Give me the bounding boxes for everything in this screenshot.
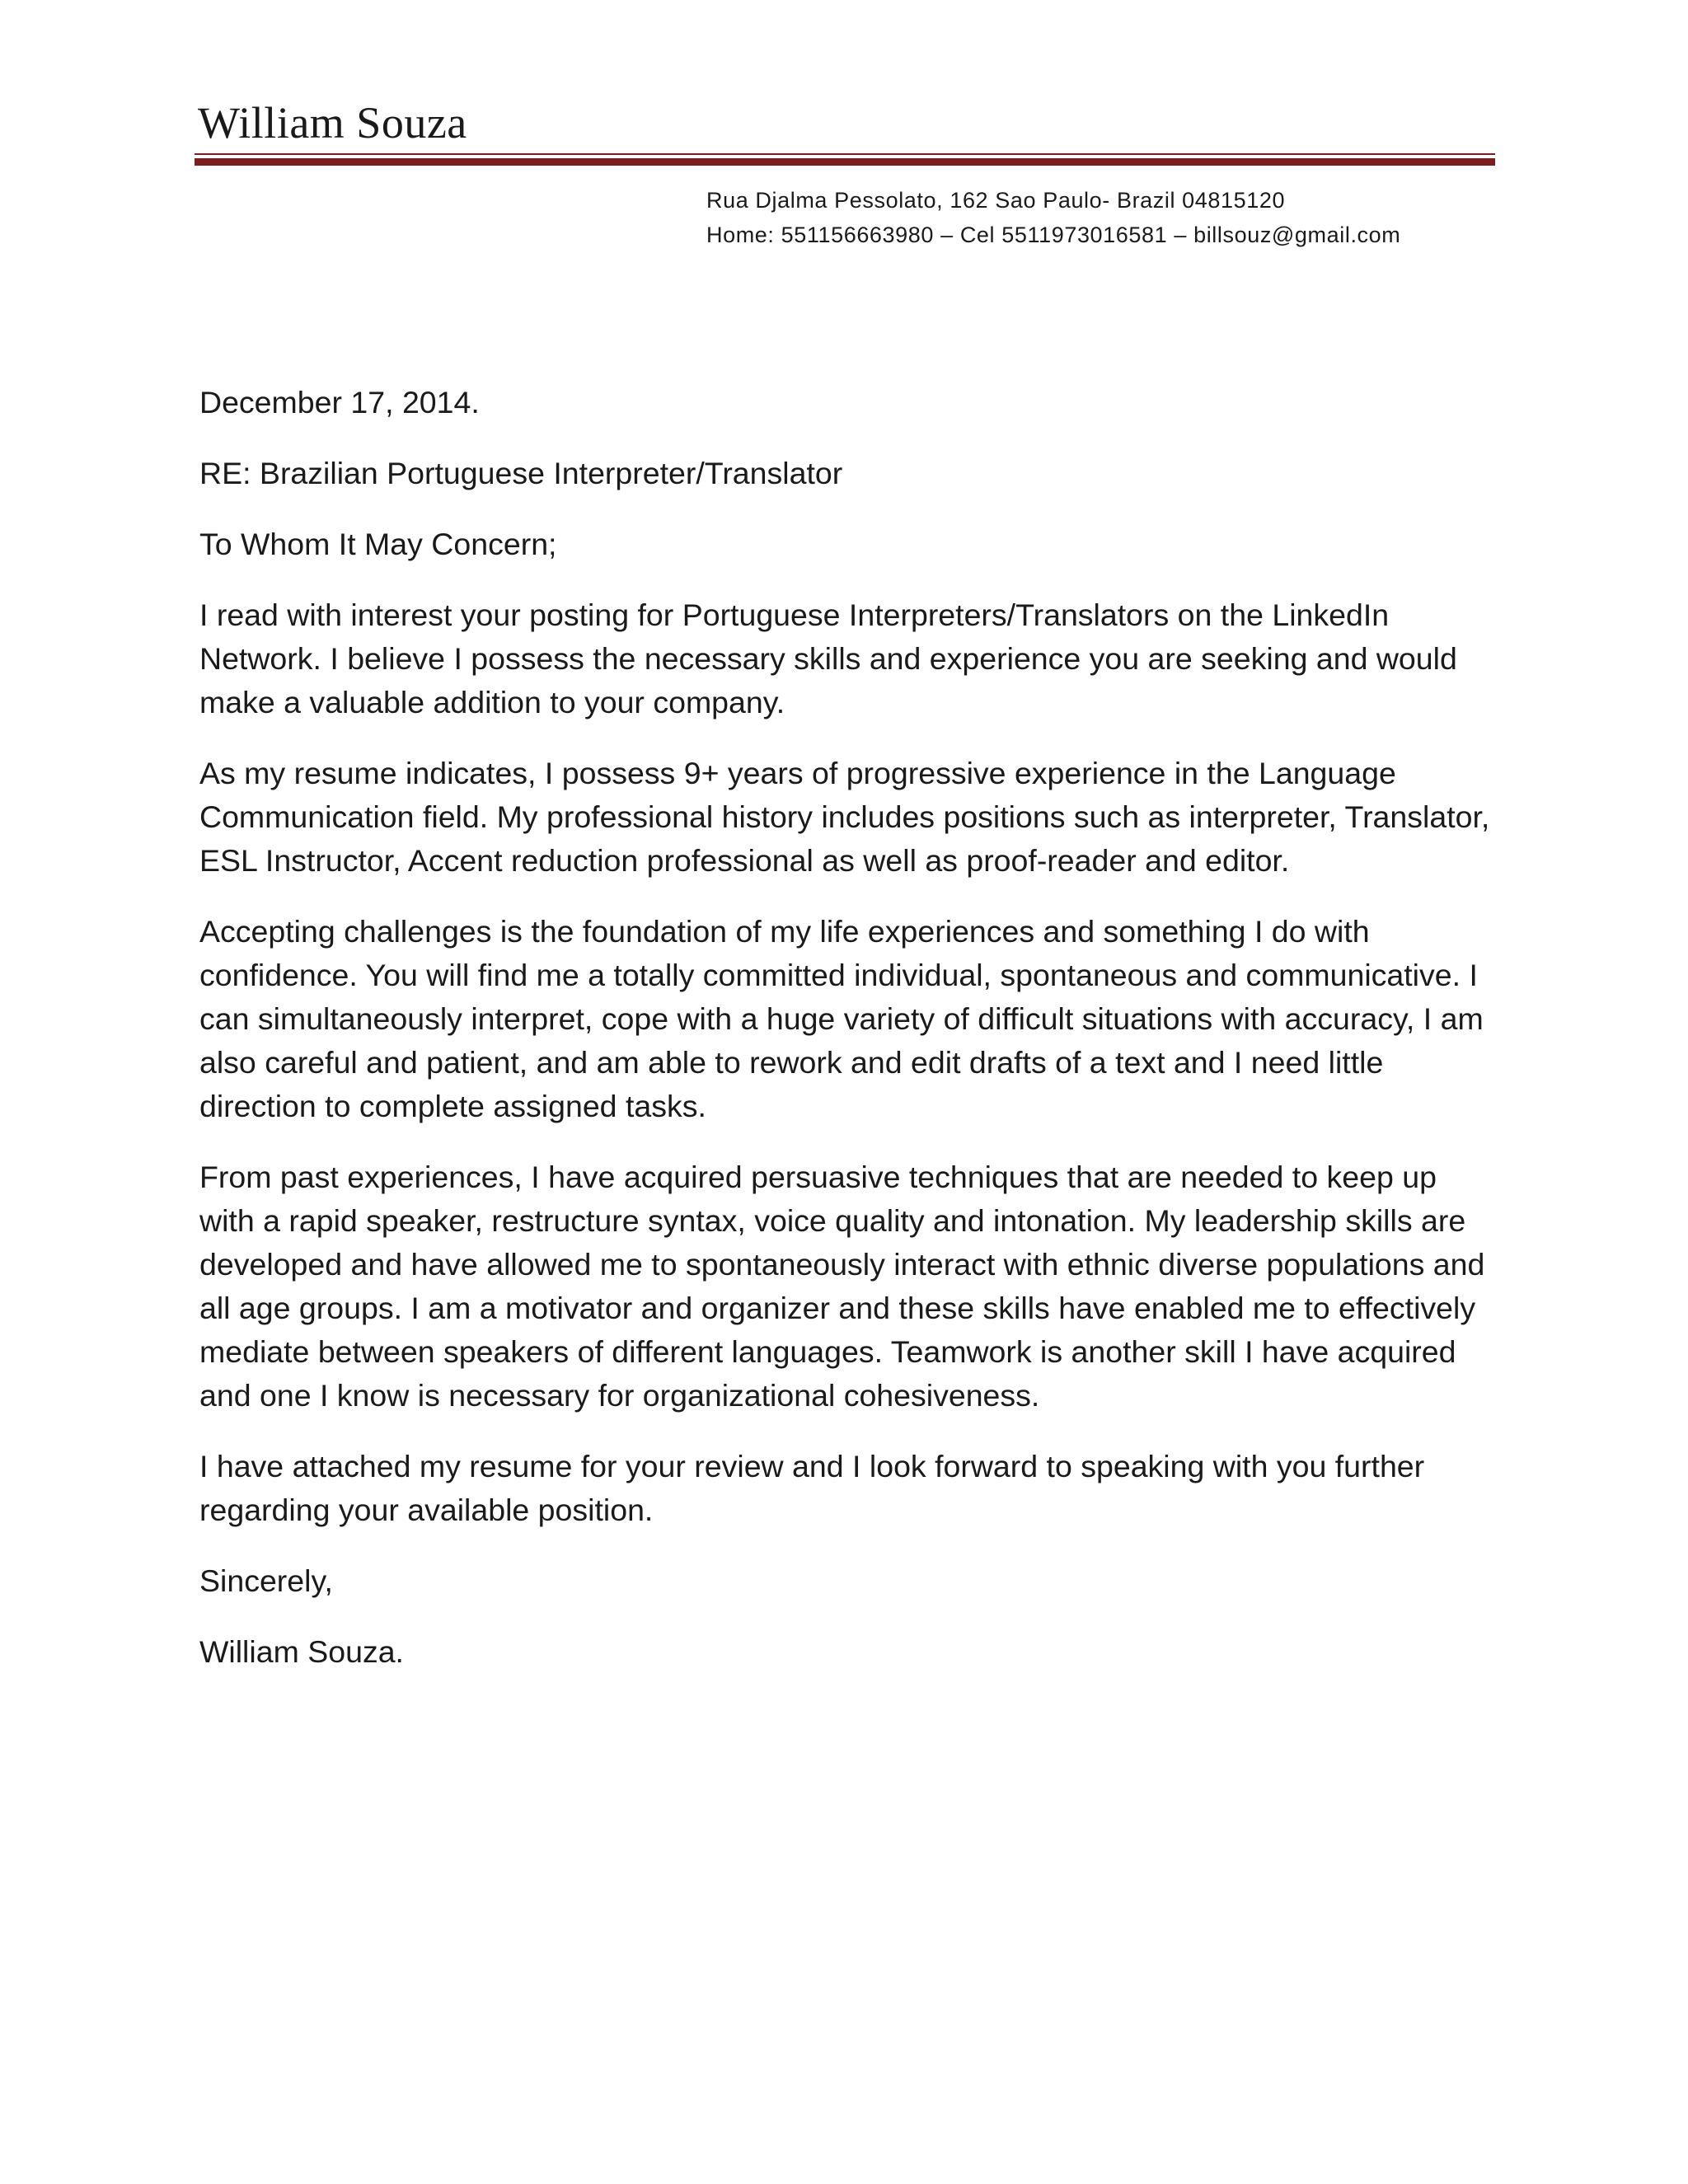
letterhead-name: William Souza	[198, 98, 467, 148]
letter-paragraph: I have attached my resume for your review and I look forward to speaking with you further regarding your available position.	[199, 1449, 1425, 1527]
letter-subject: RE: Brazilian Portuguese Interpreter/Translator	[199, 456, 843, 490]
letter-paragraph: I read with interest your posting for Portuguese Interpreters/Translators on the LinkedIn Network. I believe I possess the necessary skills and experience you are seeking and would make a valuable addition to your company.	[199, 598, 1457, 719]
letter-paragraph: Accepting challenges is the foundation of my life experiences and something I do with confidence. You will find me a totally committed individual, spontaneous and communicative. I can simultaneously interpret, cope with a huge variety of difficult situations with accuracy, I am also careful and patient, and am able to rework and edit drafts of a text and I need little direction to complete assigned tasks.	[199, 914, 1484, 1123]
phone-email-line: Home: 551156663980 – Cel 5511973016581 – billsouz@gmail.com	[706, 223, 1401, 247]
address-line: Rua Djalma Pessolato, 162 Sao Paulo- Brazil 04815120	[706, 188, 1286, 213]
letter-closing: Sincerely,	[199, 1563, 333, 1598]
letter-signature: William Souza.	[199, 1634, 404, 1669]
letterhead-rule	[195, 153, 1495, 166]
letter-salutation: To Whom It May Concern;	[199, 527, 557, 561]
rule-thick-line	[195, 158, 1495, 166]
letter-body	[199, 381, 1493, 1701]
contact-block	[706, 183, 1400, 252]
letter-paragraph: As my resume indicates, I possess 9+ years of progressive experience in the Language Communication field. My professional history includes positions such as interpreter, Translator, ESL Instructor, Accent reduction professional as well as proof-reader and editor.	[199, 756, 1490, 878]
letter-date: December 17, 2014.	[199, 385, 480, 419]
letter-paragraph: From past experiences, I have acquired persuasive techniques that are needed to keep up with a rapid speaker, restructure syntax, voice quality and intonation. My leadership skills are developed and have allowed me to spontaneously interact with ethnic diverse populations and all age groups. I am a motivator and organizer and these skills have enabled me to effectively mediate between speakers of different languages. Teamwork is another skill I have acquired and one I know is necessary for organizational cohesiveness.	[199, 1160, 1485, 1413]
